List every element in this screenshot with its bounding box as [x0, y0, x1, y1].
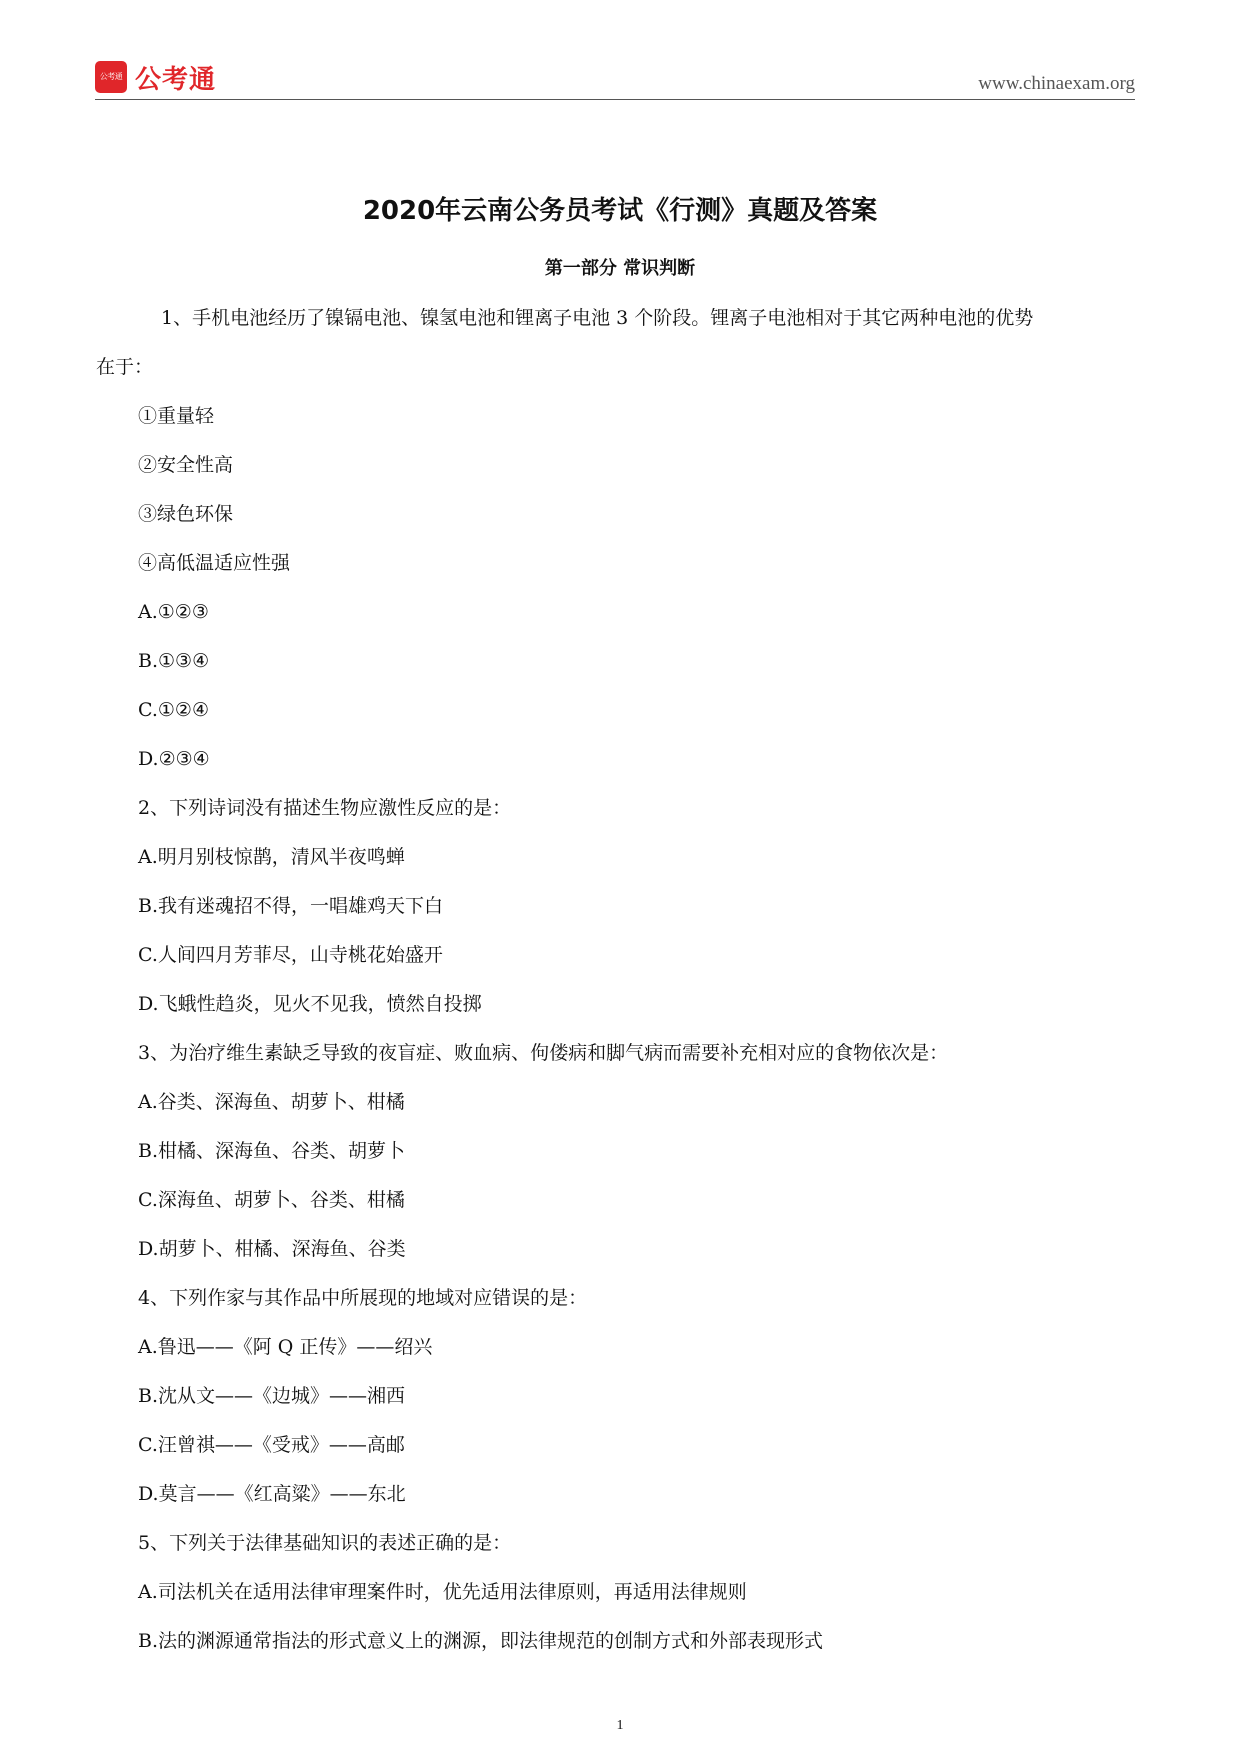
page-header	[95, 55, 1135, 100]
option: C.人间四月芳菲尽，山寺桃花始盛开	[138, 944, 443, 966]
option: B.法的渊源通常指法的形式意义上的渊源，即法律规范的创制方式和外部表现形式	[138, 1630, 824, 1652]
question-4: 4、下列作家与其作品中所展现的地域对应错误的是：	[138, 1287, 588, 1309]
list-item: ③绿色环保	[138, 503, 234, 525]
option: D.莫言——《红高粱》——东北	[138, 1483, 406, 1505]
document-body	[96, 294, 1146, 1666]
section-heading: 第一部分 常识判断	[544, 258, 696, 279]
list-item: ①重量轻	[138, 405, 215, 427]
question-3: 3、为治疗维生素缺乏导致的夜盲症、败血病、佝偻病和脚气病而需要补充相对应的食物依次是：	[138, 1042, 949, 1064]
option: D.飞蛾性趋炎，见火不见我，愤然自投掷	[138, 993, 482, 1015]
question-1-line-2: 在于：	[96, 356, 154, 378]
option: A.司法机关在适用法律审理案件时，优先适用法律原则，再适用法律规则	[138, 1581, 747, 1603]
option: A.明月别枝惊鹊，清风半夜鸣蝉	[138, 846, 405, 868]
option: A.①②③	[138, 601, 209, 623]
option: D.②③④	[138, 748, 210, 770]
option: D.胡萝卜、柑橘、深海鱼、谷类	[138, 1238, 406, 1260]
option: B.柑橘、深海鱼、谷类、胡萝卜	[138, 1140, 406, 1162]
site-url[interactable]: www.chinaexam.org	[978, 73, 1135, 94]
page-number: 1	[616, 1718, 624, 1733]
option: C.①②④	[138, 699, 209, 721]
question-2: 2、下列诗词没有描述生物应激性反应的是：	[138, 797, 512, 819]
list-item: ④高低温适应性强	[138, 552, 291, 574]
option: A.鲁迅——《阿 Q 正传》——绍兴	[138, 1336, 433, 1358]
page-title: 2020年云南公务员考试《行测》真题及答案	[362, 196, 878, 226]
question-5: 5、下列关于法律基础知识的表述正确的是：	[138, 1532, 512, 1554]
option: C.汪曾祺——《受戒》——高邮	[138, 1434, 405, 1456]
option: C.深海鱼、胡萝卜、谷类、柑橘	[138, 1189, 405, 1211]
list-item: ②安全性高	[138, 454, 234, 476]
logo-text: 公考通	[135, 65, 217, 95]
option: B.沈从文——《边城》——湘西	[138, 1385, 406, 1407]
option: A.谷类、深海鱼、胡萝卜、柑橘	[138, 1091, 405, 1113]
option: B.①③④	[138, 650, 210, 672]
logo-icon: 公考通	[95, 61, 127, 93]
question-1-line-1: 1、手机电池经历了镍镉电池、镍氢电池和锂离子电池 3 个阶段。锂离子电池相对于其它两种电池的优势	[161, 307, 1034, 329]
option: B.我有迷魂招不得，一唱雄鸡天下白	[138, 895, 444, 917]
